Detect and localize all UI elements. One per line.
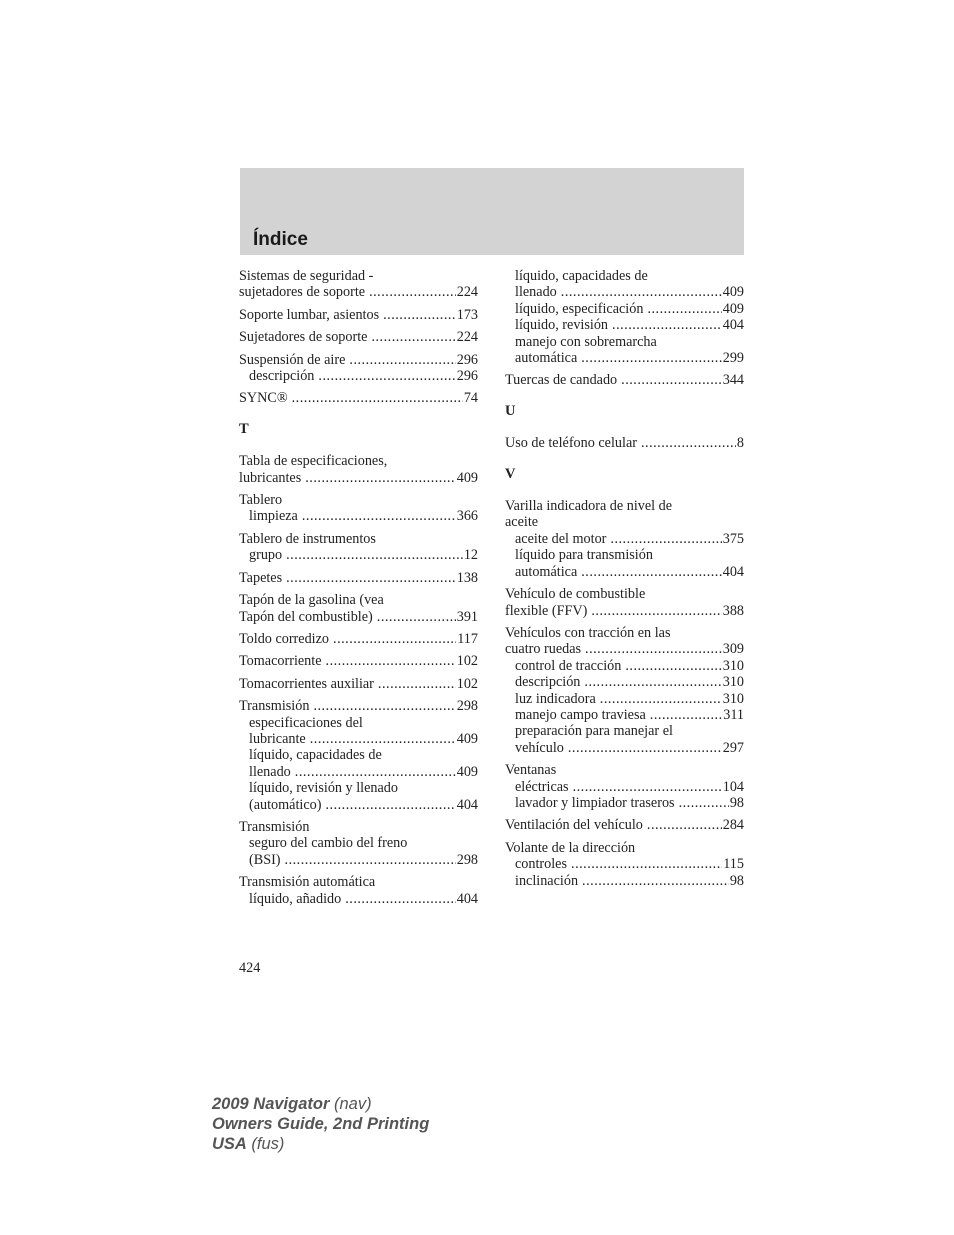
index-term: líquido, revisión (515, 317, 609, 334)
index-page-ref: 296 (456, 368, 478, 385)
index-entry (505, 625, 744, 756)
page-number: 424 (239, 960, 261, 976)
dot-leader (612, 317, 722, 333)
index-entry-line (505, 435, 744, 451)
index-entry-line (505, 625, 744, 641)
index-subentry-line (239, 368, 478, 384)
index-page-ref: 298 (456, 851, 478, 868)
index-entry (239, 819, 478, 868)
dot-leader (292, 390, 463, 406)
index-term: llenado (515, 284, 557, 301)
index-term: Volante de la dirección (505, 839, 636, 856)
index-entry-line (505, 498, 744, 514)
index-term: inclinación (515, 872, 579, 889)
index-term: (automático) (249, 796, 322, 813)
index-subentry-line (505, 658, 744, 674)
dot-leader (318, 368, 455, 384)
dot-leader (369, 284, 456, 300)
index-term: automática (515, 350, 578, 367)
index-subentry-line (505, 334, 744, 350)
index-entry (239, 492, 478, 525)
dot-leader (286, 570, 456, 586)
index-term: descripción (249, 368, 315, 385)
index-subentry-line (505, 301, 744, 317)
index-entry (505, 435, 744, 451)
index-subentry-line (505, 779, 744, 795)
index-term: lubricantes (239, 469, 302, 486)
index-page-ref: 224 (456, 284, 478, 301)
dot-leader (581, 350, 721, 366)
index-term: líquido, revisión y llenado (249, 780, 398, 797)
index-entry-line (239, 531, 478, 547)
index-entry (239, 676, 478, 692)
index-entry (239, 352, 478, 385)
index-term: Transmisión automática (239, 874, 376, 891)
index-subentry-line (505, 795, 744, 811)
index-entry (239, 307, 478, 323)
index-subentry-line (505, 547, 744, 563)
index-page-ref: 404 (722, 317, 744, 334)
index-term: Ventilación del vehículo (505, 817, 643, 834)
index-entry-line (239, 307, 478, 323)
index-page-ref: 388 (722, 602, 744, 619)
index-entry (505, 762, 744, 811)
index-column-right (505, 268, 744, 895)
index-entry (505, 840, 744, 889)
index-page-ref: 311 (723, 706, 744, 723)
dot-leader (573, 779, 722, 795)
index-term: líquido, capacidades de (249, 747, 382, 764)
index-term: Varilla indicadora de nivel de (505, 498, 673, 515)
index-entry (239, 453, 478, 486)
index-entry (239, 653, 478, 669)
index-entry (239, 390, 478, 406)
index-term: Tomacorriente (239, 653, 322, 670)
index-section-letter: U (505, 402, 516, 419)
dot-leader (377, 609, 456, 625)
index-term: preparación para manejar el (515, 723, 673, 740)
dot-leader (584, 674, 721, 690)
index-term: líquido, capacidades de (515, 268, 648, 284)
dot-leader (326, 653, 456, 669)
dot-leader (333, 631, 456, 647)
dot-leader (378, 676, 456, 692)
footer-line-3: USA (fus) (212, 1135, 285, 1153)
index-term: Tapón del combustible) (239, 608, 373, 625)
index-term: Tapón de la gasolina (vea (239, 592, 384, 609)
dot-leader (610, 531, 721, 547)
dot-leader (286, 547, 463, 563)
index-entry-line (239, 390, 478, 406)
index-term: manejo campo traviesa (515, 706, 646, 723)
index-term: Tuercas de candado (505, 372, 618, 389)
index-page-ref: 299 (722, 350, 744, 367)
dot-leader (302, 508, 456, 524)
index-term: Sujetadores de soporte (239, 329, 368, 346)
index-page-ref: 375 (722, 530, 744, 547)
index-term: aceite del motor (515, 530, 607, 547)
index-term: manejo con sobremarcha (515, 333, 657, 350)
index-term: Toldo corredizo (239, 630, 330, 647)
index-page-ref: 138 (456, 569, 478, 586)
index-term: flexible (FFV) (505, 602, 588, 619)
index-page-ref: 104 (722, 778, 744, 795)
index-subentry-line (505, 317, 744, 333)
index-entry-line (239, 492, 478, 508)
index-term: Sistemas de seguridad - (239, 268, 374, 284)
index-subentry-line (239, 797, 478, 813)
index-term: automática (515, 563, 578, 580)
dot-leader (582, 873, 729, 889)
index-term: lubricante (249, 730, 306, 747)
dot-leader (305, 470, 455, 486)
dot-leader (310, 731, 456, 747)
index-section-letter: T (239, 420, 249, 437)
index-page-ref: 409 (456, 763, 478, 780)
index-entry (239, 329, 478, 345)
index-term: control de tracción (515, 657, 622, 674)
index-page-ref: 309 (722, 641, 744, 658)
dot-leader (383, 307, 456, 323)
index-subentry-line (505, 564, 744, 580)
index-entry (505, 586, 744, 619)
index-entry (239, 531, 478, 564)
dot-leader (647, 817, 722, 833)
index-page-ref: 296 (456, 351, 478, 368)
index-term: seguro del cambio del freno (249, 835, 408, 852)
index-term: Transmisión (239, 818, 310, 835)
dot-leader (571, 856, 722, 872)
dot-leader (600, 691, 722, 707)
index-entry-line (505, 840, 744, 856)
index-page-ref: 404 (456, 890, 478, 907)
index-subentry-line (505, 531, 744, 547)
index-subentry-line (505, 723, 744, 739)
index-page-ref: 310 (722, 657, 744, 674)
index-subentry-line (505, 707, 744, 723)
index-entry (239, 874, 478, 907)
index-term: eléctricas (515, 778, 569, 795)
index-page-ref: 310 (722, 674, 744, 691)
dot-leader (561, 284, 722, 300)
index-subentry-line (239, 764, 478, 780)
dot-leader (591, 603, 721, 619)
index-page-ref: 12 (463, 547, 478, 564)
index-term: cuatro ruedas (505, 641, 582, 658)
dot-leader (568, 740, 722, 756)
index-term: Tablero (239, 492, 283, 509)
index-entry-line (239, 676, 478, 692)
index-entry (505, 372, 744, 388)
index-term: aceite (505, 514, 539, 531)
dot-leader (313, 698, 455, 714)
index-entry-line (505, 372, 744, 388)
index-page-ref: 409 (456, 469, 478, 486)
index-term: Soporte lumbar, asientos (239, 306, 380, 323)
index-page-ref: 8 (736, 435, 744, 452)
index-term: líquido, especificación (515, 300, 644, 317)
index-term: lavador y limpiador traseros (515, 794, 675, 811)
index-entry-line (505, 762, 744, 778)
dot-leader (349, 352, 455, 368)
index-page-ref: 310 (722, 690, 744, 707)
index-section-letter: V (505, 465, 516, 482)
index-term: Uso de teléfono celular (505, 435, 637, 452)
index-term: líquido para transmisión (515, 547, 653, 564)
index-page-ref: 117 (457, 630, 478, 647)
index-subentry-line (239, 508, 478, 524)
index-page-ref: 344 (722, 372, 744, 389)
index-entry-line (239, 653, 478, 669)
index-entry-line (239, 453, 478, 469)
index-subentry-line (239, 780, 478, 796)
dot-leader (641, 435, 736, 451)
index-page-ref: 404 (722, 563, 744, 580)
dot-leader (371, 329, 455, 345)
index-entry (505, 817, 744, 833)
index-term: controles (515, 856, 568, 873)
index-subentry-line (239, 715, 478, 731)
index-term: Ventanas (505, 762, 557, 779)
dot-leader (345, 891, 456, 907)
index-page-ref: 224 (456, 329, 478, 346)
index-entry-line (239, 874, 478, 890)
index-term: Tablero de instrumentos (239, 530, 376, 547)
index-term: Vehículo de combustible (505, 586, 646, 603)
index-term: Tabla de especificaciones, (239, 453, 388, 470)
index-term: Tapetes (239, 569, 283, 586)
footer (212, 1094, 429, 1154)
index-page-ref: 366 (456, 508, 478, 525)
index-term: líquido, añadido (249, 890, 342, 907)
dot-leader (647, 301, 721, 317)
index-term: (BSI) (249, 851, 281, 868)
index-term: descripción (515, 674, 581, 691)
index-term: SYNC® (239, 390, 288, 407)
dot-leader (650, 707, 722, 723)
index-entry-line (239, 470, 478, 486)
index-term: sujetadores de soporte (239, 284, 366, 301)
index-entry-line (239, 570, 478, 586)
index-subentry-line (239, 747, 478, 763)
index-entry-line (505, 817, 744, 833)
index-term: Suspensión de aire (239, 351, 346, 368)
index-entry (505, 268, 744, 366)
header-band (240, 168, 744, 255)
index-term: Transmisión (239, 698, 310, 715)
index-page-ref: 102 (456, 653, 478, 670)
index-entry-line (239, 698, 478, 714)
index-term: vehículo (515, 739, 564, 756)
index-page-ref: 98 (729, 872, 744, 889)
index-subentry-line (505, 873, 744, 889)
index-entry-line (505, 641, 744, 657)
footer-line-2: Owners Guide, 2nd Printing (212, 1115, 430, 1133)
index-subentry-line (505, 268, 744, 284)
index-entry (239, 631, 478, 647)
index-page-ref: 298 (456, 698, 478, 715)
index-entry-line (239, 268, 478, 284)
index-subentry-line (505, 856, 744, 872)
index-term: especificaciones del (249, 714, 363, 731)
dot-leader (581, 564, 721, 580)
index-entry-line (505, 603, 744, 619)
index-entry-line (505, 514, 744, 530)
index-subentry-line (239, 852, 478, 868)
page-title: Índice (253, 229, 308, 250)
index-page-ref: 409 (456, 730, 478, 747)
footer-line-1: 2009 Navigator (nav) (212, 1095, 372, 1113)
index-page-ref: 297 (722, 739, 744, 756)
index-term: limpieza (249, 508, 298, 525)
index-term: Vehículos con tracción en las (505, 624, 671, 641)
dot-leader (625, 658, 721, 674)
index-subentry-line (239, 835, 478, 851)
dot-leader (295, 764, 456, 780)
index-entry-line (239, 329, 478, 345)
index-subentry-line (505, 350, 744, 366)
index-entry-line (239, 592, 478, 608)
index-column-left (239, 268, 478, 913)
index-page-ref: 409 (722, 284, 744, 301)
index-term: grupo (249, 547, 283, 564)
index-entry-line (505, 586, 744, 602)
index-entry-line (239, 284, 478, 300)
index-subentry-line (239, 731, 478, 747)
index-page-ref: 115 (723, 856, 744, 873)
index-entry-line (239, 631, 478, 647)
index-page-ref: 74 (463, 390, 478, 407)
dot-leader (621, 372, 722, 388)
dot-leader (325, 797, 455, 813)
index-entry (239, 268, 478, 301)
dot-leader (285, 852, 456, 868)
index-page-ref: 98 (729, 794, 744, 811)
index-subentry-line (505, 284, 744, 300)
index-subentry-line (505, 740, 744, 756)
index-entry (239, 698, 478, 813)
index-subentry-line (239, 891, 478, 907)
index-entry-line (239, 819, 478, 835)
index-entry (239, 592, 478, 625)
index-entry-line (239, 609, 478, 625)
index-page-ref: 391 (456, 608, 478, 625)
index-subentry-line (239, 547, 478, 563)
dot-leader (679, 795, 729, 811)
index-page-ref: 409 (722, 300, 744, 317)
index-page-ref: 404 (456, 796, 478, 813)
index-entry (505, 498, 744, 580)
index-term: luz indicadora (515, 690, 596, 707)
index-term: llenado (249, 763, 291, 780)
index-subentry-line (505, 674, 744, 690)
index-term: Tomacorrientes auxiliar (239, 675, 374, 692)
index-entry (239, 570, 478, 586)
index-entry-line (239, 352, 478, 368)
index-page-ref: 284 (722, 817, 744, 834)
index-subentry-line (505, 691, 744, 707)
dot-leader (585, 641, 722, 657)
index-page-ref: 173 (456, 306, 478, 323)
index-page-ref: 102 (456, 675, 478, 692)
